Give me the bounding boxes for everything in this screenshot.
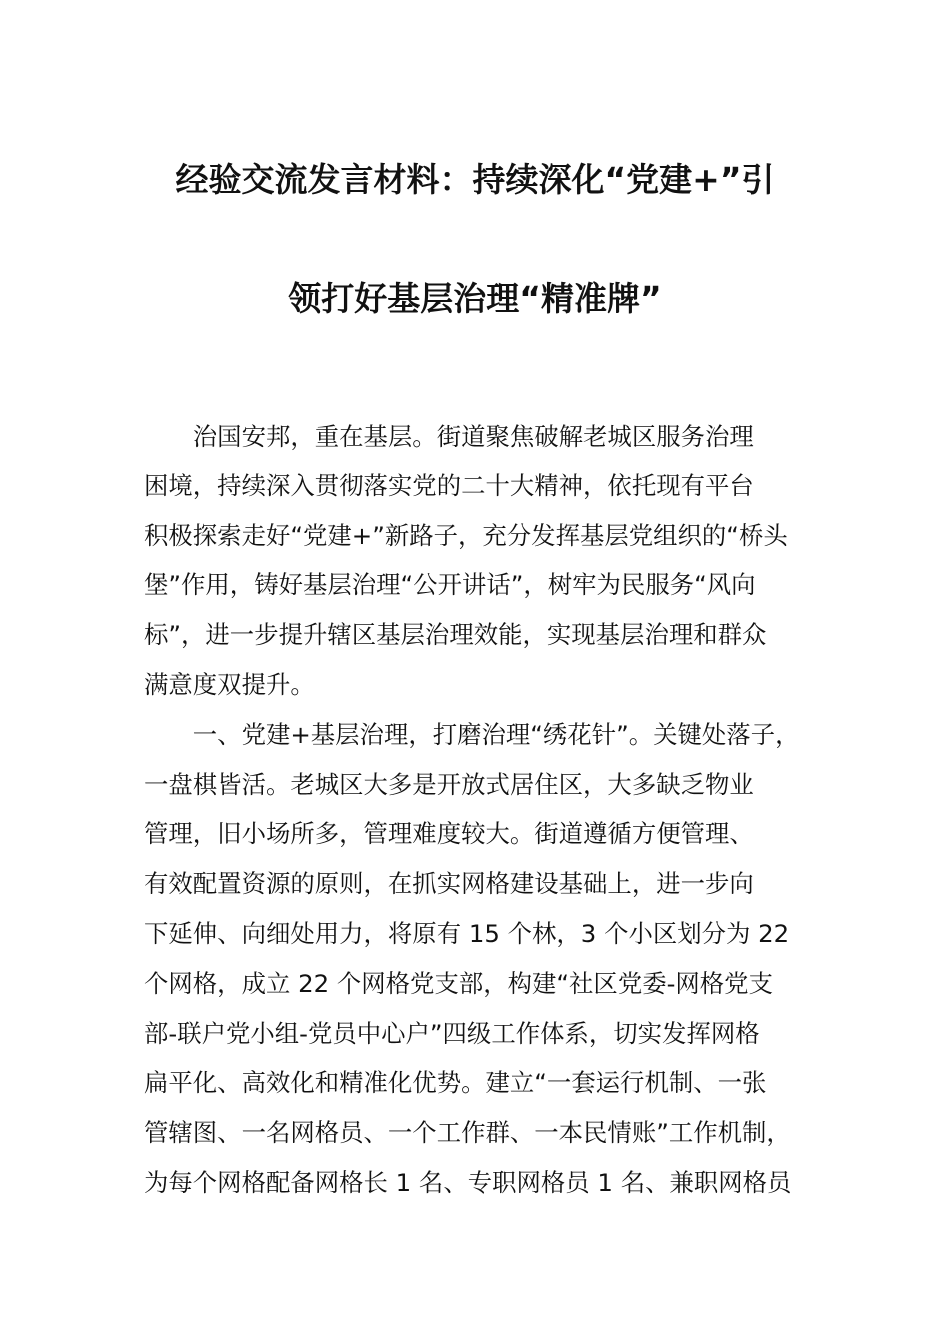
body-line-5: 标”，进一步提升辖区基层治理效能，实现基层治理和群众 xyxy=(144,620,767,649)
body-line-2: 困境，持续深入贯彻落实党的二十大精神，依托现有平台 xyxy=(144,471,754,500)
document-title-line-2: 领打好基层治理“精准牌” xyxy=(288,279,662,318)
body-line-12: 个网格，成立 22 个网格党支部，构建“社区党委-网格党支 xyxy=(144,969,773,998)
body-line-11: 下延伸、向细处用力，将原有 15 个林，3 个小区划分为 22 xyxy=(144,919,790,948)
body-line-9: 管理，旧小场所多，管理难度较大。街道遵循方便管理、 xyxy=(144,819,754,848)
body-line-13: 部-联户党小组-党员中心户”四级工作体系，切实发挥网格 xyxy=(144,1019,760,1048)
body-line-15: 管辖图、一名网格员、一个工作群、一本民情账”工作机制， xyxy=(144,1118,791,1147)
body-line-3: 积极探索走好“党建+”新路子，充分发挥基层党组织的“桥头 xyxy=(144,521,788,550)
body-line-10: 有效配置资源的原则，在抓实网格建设基础上，进一步向 xyxy=(144,869,754,898)
body-line-7: 一、党建+基层治理，打磨治理“绣花针”。关键处落子， xyxy=(144,720,800,749)
body-line-8: 一盘棋皆活。老城区大多是开放式居住区，大多缺乏物业 xyxy=(144,770,754,799)
body-line-6: 满意度双提升。 xyxy=(144,670,315,699)
body-line-4: 堡”作用，铸好基层治理“公开讲话”，树牢为民服务“风向 xyxy=(144,570,756,599)
body-line-16: 为每个网格配备网格长 1 名、专职网格员 1 名、兼职网格员 xyxy=(144,1168,792,1197)
body-line-1: 治国安邦，重在基层。街道聚焦破解老城区服务治理 xyxy=(144,422,754,451)
body-line-14: 扁平化、高效化和精准化优势。建立“一套运行机制、一张 xyxy=(144,1068,767,1097)
document-title-line-1: 经验交流发言材料：持续深化“党建+”引 xyxy=(175,160,775,199)
